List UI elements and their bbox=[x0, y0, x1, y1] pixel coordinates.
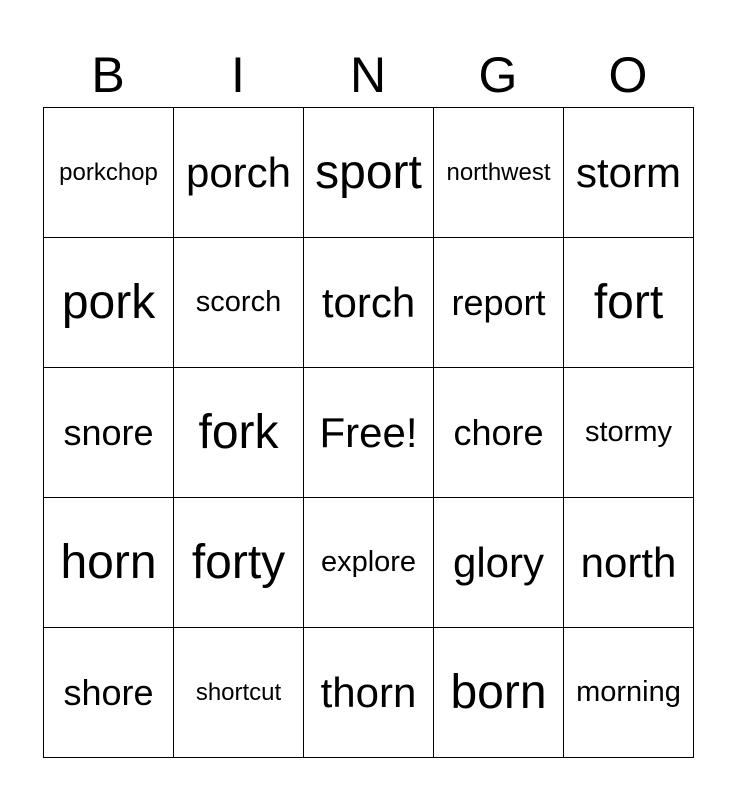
header-letter-n: N bbox=[349, 47, 387, 103]
free-space-cell[interactable]: Free! bbox=[304, 368, 434, 498]
bingo-cell[interactable]: storm bbox=[564, 108, 694, 238]
bingo-cell[interactable]: born bbox=[434, 628, 564, 758]
bingo-cell[interactable]: glory bbox=[434, 498, 564, 628]
bingo-cell[interactable]: forty bbox=[174, 498, 304, 628]
bingo-header bbox=[43, 44, 693, 106]
bingo-cell[interactable]: chore bbox=[434, 368, 564, 498]
bingo-cell[interactable]: fort bbox=[564, 238, 694, 368]
bingo-cell[interactable]: shortcut bbox=[174, 628, 304, 758]
bingo-cell[interactable]: explore bbox=[304, 498, 434, 628]
header-letter-b: B bbox=[91, 47, 125, 103]
bingo-cell[interactable]: torch bbox=[304, 238, 434, 368]
bingo-cell[interactable]: shore bbox=[44, 628, 174, 758]
bingo-board bbox=[43, 107, 694, 758]
bingo-cell[interactable]: horn bbox=[44, 498, 174, 628]
bingo-cell[interactable]: porkchop bbox=[44, 108, 174, 238]
bingo-cell[interactable]: scorch bbox=[174, 238, 304, 368]
bingo-cell[interactable]: northwest bbox=[434, 108, 564, 238]
header-letter-o: O bbox=[608, 47, 648, 103]
header-letter-i: I bbox=[231, 47, 245, 103]
bingo-cell[interactable]: porch bbox=[174, 108, 304, 238]
bingo-cell[interactable]: stormy bbox=[564, 368, 694, 498]
bingo-cell[interactable]: snore bbox=[44, 368, 174, 498]
bingo-cell[interactable]: sport bbox=[304, 108, 434, 238]
bingo-cell[interactable]: morning bbox=[564, 628, 694, 758]
bingo-cell[interactable]: north bbox=[564, 498, 694, 628]
bingo-cell[interactable]: pork bbox=[44, 238, 174, 368]
bingo-cell[interactable]: fork bbox=[174, 368, 304, 498]
bingo-cell[interactable]: report bbox=[434, 238, 564, 368]
bingo-cell[interactable]: thorn bbox=[304, 628, 434, 758]
header-letter-g: G bbox=[478, 47, 518, 103]
